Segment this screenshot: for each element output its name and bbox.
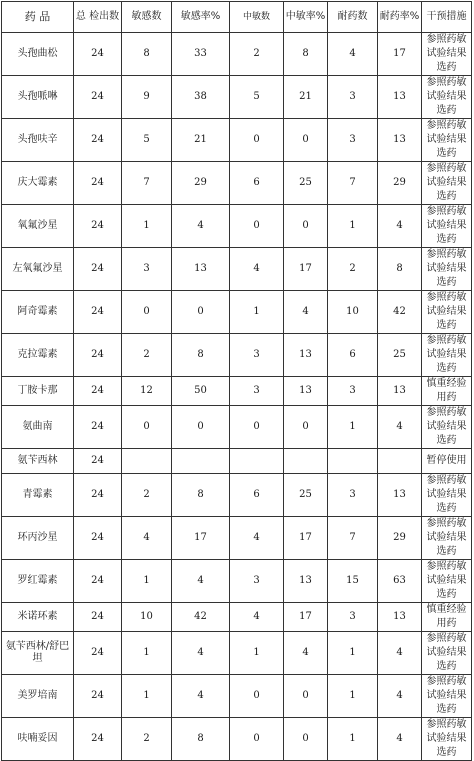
cell-intervention: 参照药敏试验结果选药 — [422, 406, 472, 449]
cell-total-count: 24 — [74, 632, 122, 675]
cell-resistant-rate: 4 — [378, 675, 422, 718]
cell-sensitive-rate — [172, 449, 230, 474]
cell-resistant-rate: 4 — [378, 205, 422, 248]
cell-resistant-count: 1 — [328, 718, 378, 761]
cell-sensitive-rate: 17 — [172, 517, 230, 560]
table-row — [2, 718, 472, 761]
cell-resistant-count: 10 — [328, 291, 378, 334]
cell-intermediate-count: 3 — [230, 377, 284, 406]
header-intermediate-rate: 中敏率% — [284, 2, 328, 33]
cell-sensitive-count — [122, 449, 172, 474]
cell-intervention: 参照药敏试验结果选药 — [422, 474, 472, 517]
cell-intervention: 慎重经验用药 — [422, 603, 472, 632]
cell-sensitive-count: 1 — [122, 205, 172, 248]
table-row — [2, 205, 472, 248]
cell-total-count: 24 — [74, 718, 122, 761]
cell-resistant-rate: 8 — [378, 248, 422, 291]
cell-drug-name: 头孢曲松 — [2, 33, 74, 76]
cell-sensitive-count: 12 — [122, 377, 172, 406]
cell-total-count: 24 — [74, 291, 122, 334]
cell-resistant-rate: 4 — [378, 406, 422, 449]
cell-sensitive-rate: 4 — [172, 205, 230, 248]
cell-sensitive-rate: 8 — [172, 718, 230, 761]
cell-intermediate-rate: 25 — [284, 474, 328, 517]
cell-intermediate-count: 3 — [230, 334, 284, 377]
cell-sensitive-count: 8 — [122, 33, 172, 76]
table-row — [2, 162, 472, 205]
cell-sensitive-count: 3 — [122, 248, 172, 291]
cell-resistant-count: 3 — [328, 119, 378, 162]
header-total: 总 检出数 — [74, 2, 122, 33]
cell-total-count: 24 — [74, 162, 122, 205]
cell-sensitive-count: 4 — [122, 517, 172, 560]
cell-drug-name: 罗红霉素 — [2, 560, 74, 603]
cell-resistant-count: 2 — [328, 248, 378, 291]
cell-drug-name: 庆大霉素 — [2, 162, 74, 205]
cell-sensitive-count: 2 — [122, 718, 172, 761]
table-row — [2, 33, 472, 76]
cell-intermediate-rate: 21 — [284, 76, 328, 119]
header-sensitive-rate: 敏感率% — [172, 2, 230, 33]
cell-intervention: 参照药敏试验结果选药 — [422, 718, 472, 761]
cell-intervention: 参照药敏试验结果选药 — [422, 334, 472, 377]
cell-intermediate-rate: 17 — [284, 248, 328, 291]
cell-drug-name: 氧氟沙星 — [2, 205, 74, 248]
cell-intervention: 暂停使用 — [422, 449, 472, 474]
cell-intermediate-count: 0 — [230, 718, 284, 761]
cell-sensitive-count: 2 — [122, 334, 172, 377]
cell-sensitive-count: 5 — [122, 119, 172, 162]
drug-sensitivity-table — [1, 1, 472, 761]
cell-total-count: 24 — [74, 334, 122, 377]
cell-sensitive-rate: 29 — [172, 162, 230, 205]
cell-total-count: 24 — [74, 517, 122, 560]
cell-resistant-count: 6 — [328, 334, 378, 377]
cell-resistant-count — [328, 449, 378, 474]
cell-total-count: 24 — [74, 603, 122, 632]
cell-total-count: 24 — [74, 248, 122, 291]
cell-intervention: 参照药敏试验结果选药 — [422, 119, 472, 162]
cell-drug-name: 克拉霉素 — [2, 334, 74, 377]
cell-resistant-rate: 4 — [378, 718, 422, 761]
cell-drug-name: 青霉素 — [2, 474, 74, 517]
cell-sensitive-count: 2 — [122, 474, 172, 517]
cell-resistant-count: 1 — [328, 675, 378, 718]
cell-drug-name: 氨曲南 — [2, 406, 74, 449]
cell-resistant-count: 3 — [328, 603, 378, 632]
cell-intermediate-rate: 13 — [284, 560, 328, 603]
cell-resistant-rate: 13 — [378, 76, 422, 119]
header-row — [2, 2, 472, 33]
cell-intermediate-count: 4 — [230, 603, 284, 632]
cell-sensitive-rate: 8 — [172, 474, 230, 517]
cell-intermediate-rate: 4 — [284, 291, 328, 334]
cell-intermediate-rate: 13 — [284, 334, 328, 377]
cell-sensitive-count: 0 — [122, 406, 172, 449]
cell-drug-name: 美罗培南 — [2, 675, 74, 718]
cell-intermediate-rate: 25 — [284, 162, 328, 205]
cell-sensitive-count: 0 — [122, 291, 172, 334]
cell-intervention: 参照药敏试验结果选药 — [422, 560, 472, 603]
cell-intervention: 参照药敏试验结果选药 — [422, 205, 472, 248]
cell-intermediate-count: 0 — [230, 406, 284, 449]
cell-sensitive-rate: 0 — [172, 291, 230, 334]
table-row — [2, 449, 472, 474]
cell-resistant-rate: 4 — [378, 632, 422, 675]
cell-intermediate-count: 2 — [230, 33, 284, 76]
cell-resistant-rate: 17 — [378, 33, 422, 76]
table-row — [2, 474, 472, 517]
cell-intervention: 参照药敏试验结果选药 — [422, 632, 472, 675]
table-row — [2, 291, 472, 334]
cell-intermediate-rate: 8 — [284, 33, 328, 76]
cell-sensitive-count: 1 — [122, 632, 172, 675]
cell-drug-name: 左氧氟沙星 — [2, 248, 74, 291]
table-row — [2, 76, 472, 119]
table-row — [2, 334, 472, 377]
cell-resistant-count: 3 — [328, 474, 378, 517]
cell-resistant-count: 15 — [328, 560, 378, 603]
cell-total-count: 24 — [74, 474, 122, 517]
cell-intermediate-rate: 17 — [284, 603, 328, 632]
cell-intervention: 参照药敏试验结果选药 — [422, 517, 472, 560]
cell-intermediate-count: 0 — [230, 119, 284, 162]
cell-sensitive-count: 7 — [122, 162, 172, 205]
header-intermediate-count: 中敏数 — [230, 2, 284, 33]
cell-intervention: 参照药敏试验结果选药 — [422, 33, 472, 76]
cell-intervention: 参照药敏试验结果选药 — [422, 162, 472, 205]
cell-intervention: 慎重经验用药 — [422, 377, 472, 406]
cell-intermediate-rate: 0 — [284, 406, 328, 449]
cell-sensitive-count: 10 — [122, 603, 172, 632]
cell-intermediate-count: 6 — [230, 474, 284, 517]
cell-sensitive-rate: 38 — [172, 76, 230, 119]
header-resistant-count: 耐药数 — [328, 2, 378, 33]
cell-intervention: 参照药敏试验结果选药 — [422, 675, 472, 718]
cell-drug-name: 氨苄西林 — [2, 449, 74, 474]
cell-intermediate-count: 1 — [230, 291, 284, 334]
cell-intermediate-rate: 13 — [284, 377, 328, 406]
cell-resistant-rate: 25 — [378, 334, 422, 377]
cell-drug-name: 丁胺卡那 — [2, 377, 74, 406]
cell-resistant-count: 1 — [328, 406, 378, 449]
cell-resistant-rate — [378, 449, 422, 474]
table-row — [2, 632, 472, 675]
cell-total-count: 24 — [74, 33, 122, 76]
cell-intermediate-count: 1 — [230, 632, 284, 675]
cell-sensitive-rate: 21 — [172, 119, 230, 162]
cell-total-count: 24 — [74, 449, 122, 474]
cell-total-count: 24 — [74, 76, 122, 119]
cell-sensitive-count: 1 — [122, 675, 172, 718]
cell-intermediate-rate: 0 — [284, 718, 328, 761]
cell-total-count: 24 — [74, 406, 122, 449]
cell-intermediate-count — [230, 449, 284, 474]
cell-intermediate-rate: 17 — [284, 517, 328, 560]
cell-sensitive-rate: 33 — [172, 33, 230, 76]
table-row — [2, 406, 472, 449]
cell-resistant-rate: 13 — [378, 474, 422, 517]
cell-sensitive-count: 9 — [122, 76, 172, 119]
cell-resistant-count: 1 — [328, 205, 378, 248]
header-sensitive-count: 敏感数 — [122, 2, 172, 33]
cell-sensitive-rate: 8 — [172, 334, 230, 377]
cell-resistant-rate: 13 — [378, 603, 422, 632]
cell-intervention: 参照药敏试验结果选药 — [422, 76, 472, 119]
cell-total-count: 24 — [74, 377, 122, 406]
cell-intermediate-count: 3 — [230, 560, 284, 603]
cell-intermediate-count: 0 — [230, 205, 284, 248]
cell-intermediate-rate: 4 — [284, 632, 328, 675]
cell-resistant-count: 3 — [328, 76, 378, 119]
cell-total-count: 24 — [74, 675, 122, 718]
table-row — [2, 560, 472, 603]
cell-resistant-rate: 29 — [378, 162, 422, 205]
cell-resistant-rate: 42 — [378, 291, 422, 334]
cell-resistant-count: 3 — [328, 377, 378, 406]
cell-intermediate-count: 4 — [230, 248, 284, 291]
header-drug: 药 品 — [2, 2, 74, 33]
table-row — [2, 248, 472, 291]
cell-drug-name: 头孢呋辛 — [2, 119, 74, 162]
header-resistant-rate: 耐药率% — [378, 2, 422, 33]
cell-sensitive-rate: 42 — [172, 603, 230, 632]
cell-drug-name: 阿奇霉素 — [2, 291, 74, 334]
cell-intermediate-count: 4 — [230, 517, 284, 560]
table-row — [2, 517, 472, 560]
cell-sensitive-rate: 4 — [172, 632, 230, 675]
cell-intermediate-rate: 0 — [284, 119, 328, 162]
cell-resistant-rate: 13 — [378, 119, 422, 162]
cell-resistant-count: 1 — [328, 632, 378, 675]
cell-total-count: 24 — [74, 205, 122, 248]
cell-sensitive-rate: 4 — [172, 560, 230, 603]
cell-sensitive-rate: 50 — [172, 377, 230, 406]
cell-resistant-rate: 29 — [378, 517, 422, 560]
cell-drug-name: 米诺环素 — [2, 603, 74, 632]
cell-resistant-rate: 13 — [378, 377, 422, 406]
cell-drug-name: 呋喃妥因 — [2, 718, 74, 761]
table-row — [2, 603, 472, 632]
cell-intermediate-rate: 0 — [284, 205, 328, 248]
cell-total-count: 24 — [74, 119, 122, 162]
cell-intervention: 参照药敏试验结果选药 — [422, 248, 472, 291]
cell-sensitive-rate: 0 — [172, 406, 230, 449]
cell-resistant-rate: 63 — [378, 560, 422, 603]
cell-resistant-count: 7 — [328, 517, 378, 560]
cell-intermediate-rate — [284, 449, 328, 474]
cell-sensitive-count: 1 — [122, 560, 172, 603]
table-row — [2, 119, 472, 162]
cell-sensitive-rate: 13 — [172, 248, 230, 291]
table-row — [2, 377, 472, 406]
header-intervention: 干预措施 — [422, 2, 472, 33]
cell-intermediate-count: 6 — [230, 162, 284, 205]
cell-sensitive-rate: 4 — [172, 675, 230, 718]
cell-intervention: 参照药敏试验结果选药 — [422, 291, 472, 334]
cell-resistant-count: 7 — [328, 162, 378, 205]
cell-drug-name: 环丙沙星 — [2, 517, 74, 560]
cell-drug-name: 头孢哌啉 — [2, 76, 74, 119]
cell-resistant-count: 4 — [328, 33, 378, 76]
cell-intermediate-count: 5 — [230, 76, 284, 119]
table-row — [2, 675, 472, 718]
cell-drug-name: 氨苄西林/舒巴坦 — [2, 632, 74, 675]
cell-intermediate-rate: 0 — [284, 675, 328, 718]
cell-intermediate-count: 0 — [230, 675, 284, 718]
cell-total-count: 24 — [74, 560, 122, 603]
